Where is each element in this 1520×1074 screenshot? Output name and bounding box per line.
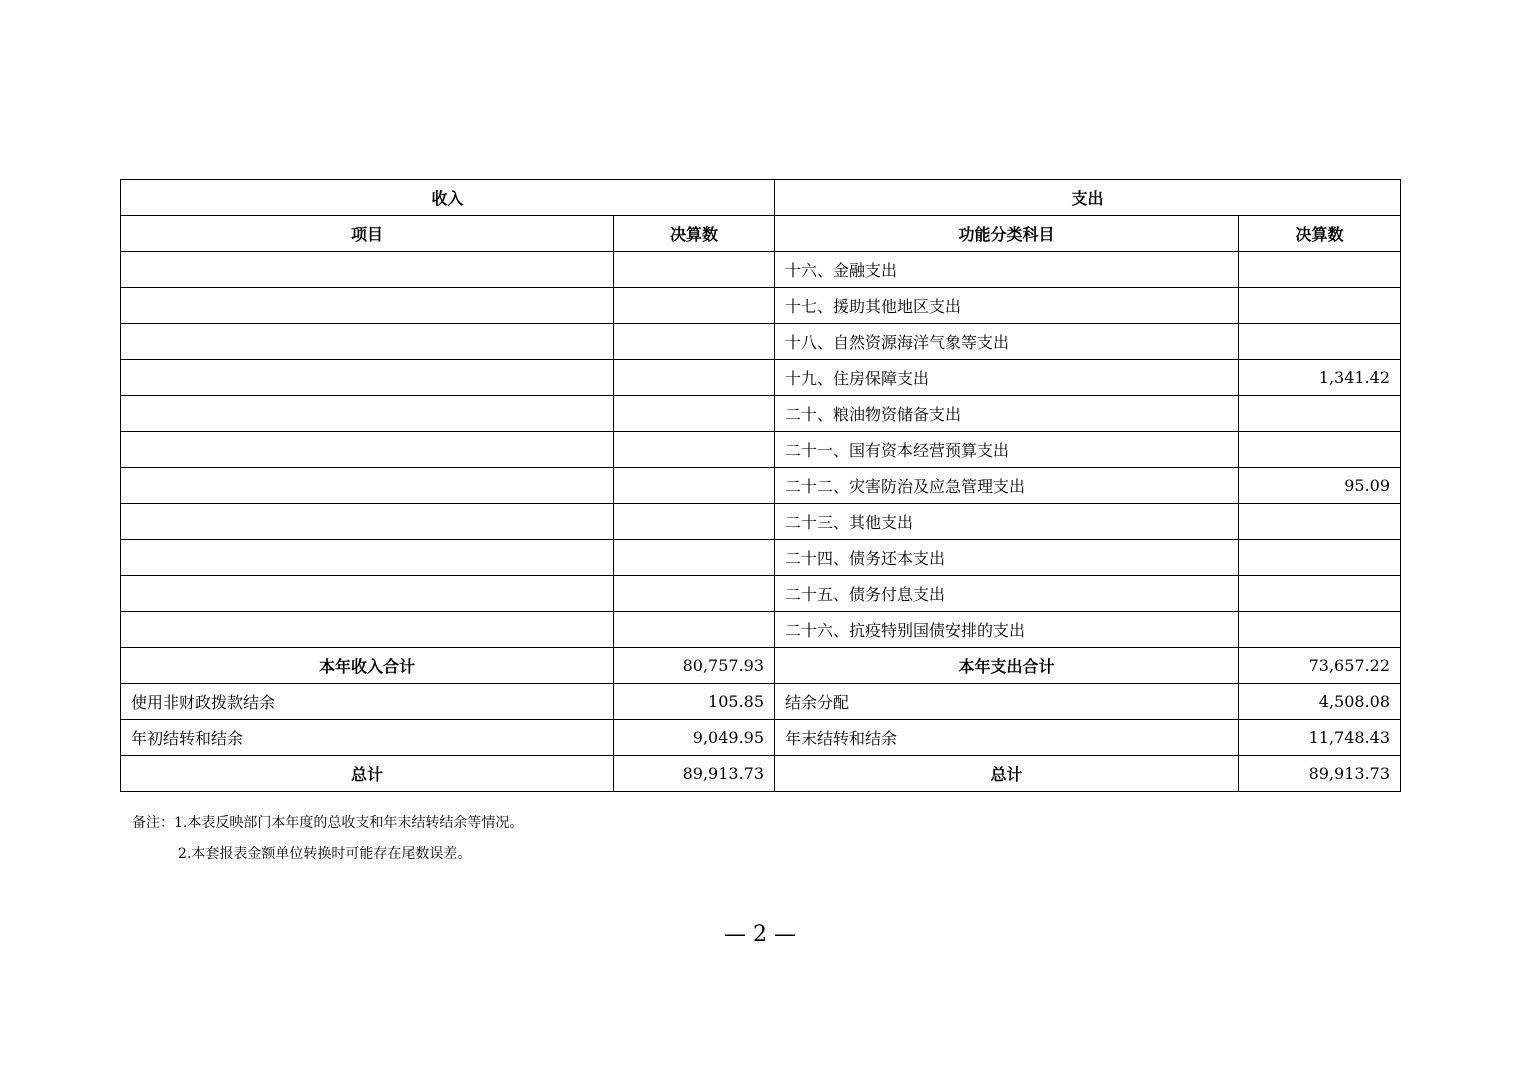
income-amount-header: 决算数	[614, 216, 775, 252]
item-cell	[121, 612, 614, 648]
header-row-top	[121, 180, 1401, 216]
income-amount-cell	[614, 432, 775, 468]
income-total-label: 本年收入合计	[121, 648, 614, 684]
item-cell	[121, 504, 614, 540]
grand-total-label-right: 总计	[775, 756, 1239, 792]
category-cell: 十八、自然资源海洋气象等支出	[775, 324, 1239, 360]
expense-amount-cell	[1239, 432, 1401, 468]
category-cell: 十九、住房保障支出	[775, 360, 1239, 396]
nonfiscal-balance-label: 使用非财政拨款结余	[121, 684, 614, 720]
annual-total-row	[121, 648, 1401, 684]
nonfiscal-balance-value: 105.85	[614, 684, 775, 720]
ending-carryover-label: 年末结转和结余	[775, 720, 1239, 756]
income-amount-cell	[614, 468, 775, 504]
category-header: 功能分类科目	[775, 216, 1239, 252]
income-amount-cell	[614, 324, 775, 360]
item-cell	[121, 396, 614, 432]
item-cell	[121, 468, 614, 504]
budget-table	[120, 179, 1401, 792]
grand-total-value-left: 89,913.73	[614, 756, 775, 792]
expense-amount-cell	[1239, 288, 1401, 324]
category-cell: 十七、援助其他地区支出	[775, 288, 1239, 324]
item-cell	[121, 324, 614, 360]
item-cell	[121, 288, 614, 324]
category-cell: 二十四、债务还本支出	[775, 540, 1239, 576]
expense-amount-cell	[1239, 396, 1401, 432]
income-amount-cell	[614, 576, 775, 612]
income-amount-cell	[614, 396, 775, 432]
grand-total-row	[121, 756, 1401, 792]
category-cell: 十六、金融支出	[775, 252, 1239, 288]
header-row-sub	[121, 216, 1401, 252]
expense-amount-cell	[1239, 324, 1401, 360]
expense-amount-cell	[1239, 504, 1401, 540]
expense-amount-cell	[1239, 576, 1401, 612]
note-line-1: 备注：1.本表反映部门本年度的总收支和年末结转结余等情况。	[132, 815, 524, 831]
category-cell: 二十五、债务付息支出	[775, 576, 1239, 612]
income-amount-cell	[614, 504, 775, 540]
expense-amount-cell	[1239, 612, 1401, 648]
expense-amount-cell	[1239, 252, 1401, 288]
item-cell	[121, 576, 614, 612]
item-cell	[121, 252, 614, 288]
balance-allocation-label: 结余分配	[775, 684, 1239, 720]
income-total-value: 80,757.93	[614, 648, 775, 684]
balance-row	[121, 684, 1401, 720]
table-row	[121, 360, 1401, 396]
table-row	[121, 612, 1401, 648]
table-row	[121, 396, 1401, 432]
category-cell: 二十二、灾害防治及应急管理支出	[775, 468, 1239, 504]
grand-total-label-left: 总计	[121, 756, 614, 792]
income-amount-cell	[614, 252, 775, 288]
category-cell: 二十、粮油物资储备支出	[775, 396, 1239, 432]
expense-amount-header: 决算数	[1239, 216, 1401, 252]
table-row	[121, 288, 1401, 324]
expense-header: 支出	[775, 180, 1401, 216]
income-amount-cell	[614, 360, 775, 396]
item-cell	[121, 360, 614, 396]
category-cell: 二十六、抗疫特别国债安排的支出	[775, 612, 1239, 648]
carryover-row	[121, 720, 1401, 756]
income-amount-cell	[614, 288, 775, 324]
item-cell	[121, 540, 614, 576]
income-amount-cell	[614, 612, 775, 648]
expense-amount-cell: 95.09	[1239, 468, 1401, 504]
beginning-carryover-value: 9,049.95	[614, 720, 775, 756]
balance-allocation-value: 4,508.08	[1239, 684, 1401, 720]
table-row	[121, 324, 1401, 360]
beginning-carryover-label: 年初结转和结余	[121, 720, 614, 756]
table-row	[121, 432, 1401, 468]
expense-total-label: 本年支出合计	[775, 648, 1239, 684]
expense-amount-cell	[1239, 540, 1401, 576]
income-header: 收入	[121, 180, 775, 216]
income-amount-cell	[614, 540, 775, 576]
item-header: 项目	[121, 216, 614, 252]
grand-total-value-right: 89,913.73	[1239, 756, 1401, 792]
table-row	[121, 576, 1401, 612]
category-cell: 二十三、其他支出	[775, 504, 1239, 540]
table-row	[121, 540, 1401, 576]
page-number: — 2 —	[724, 922, 796, 947]
expense-amount-cell: 1,341.42	[1239, 360, 1401, 396]
table-row	[121, 252, 1401, 288]
expense-total-value: 73,657.22	[1239, 648, 1401, 684]
category-cell: 二十一、国有资本经营预算支出	[775, 432, 1239, 468]
table-row	[121, 468, 1401, 504]
ending-carryover-value: 11,748.43	[1239, 720, 1401, 756]
note-line-2: 2.本套报表金额单位转换时可能存在尾数误差。	[178, 846, 472, 862]
item-cell	[121, 432, 614, 468]
table-row	[121, 504, 1401, 540]
